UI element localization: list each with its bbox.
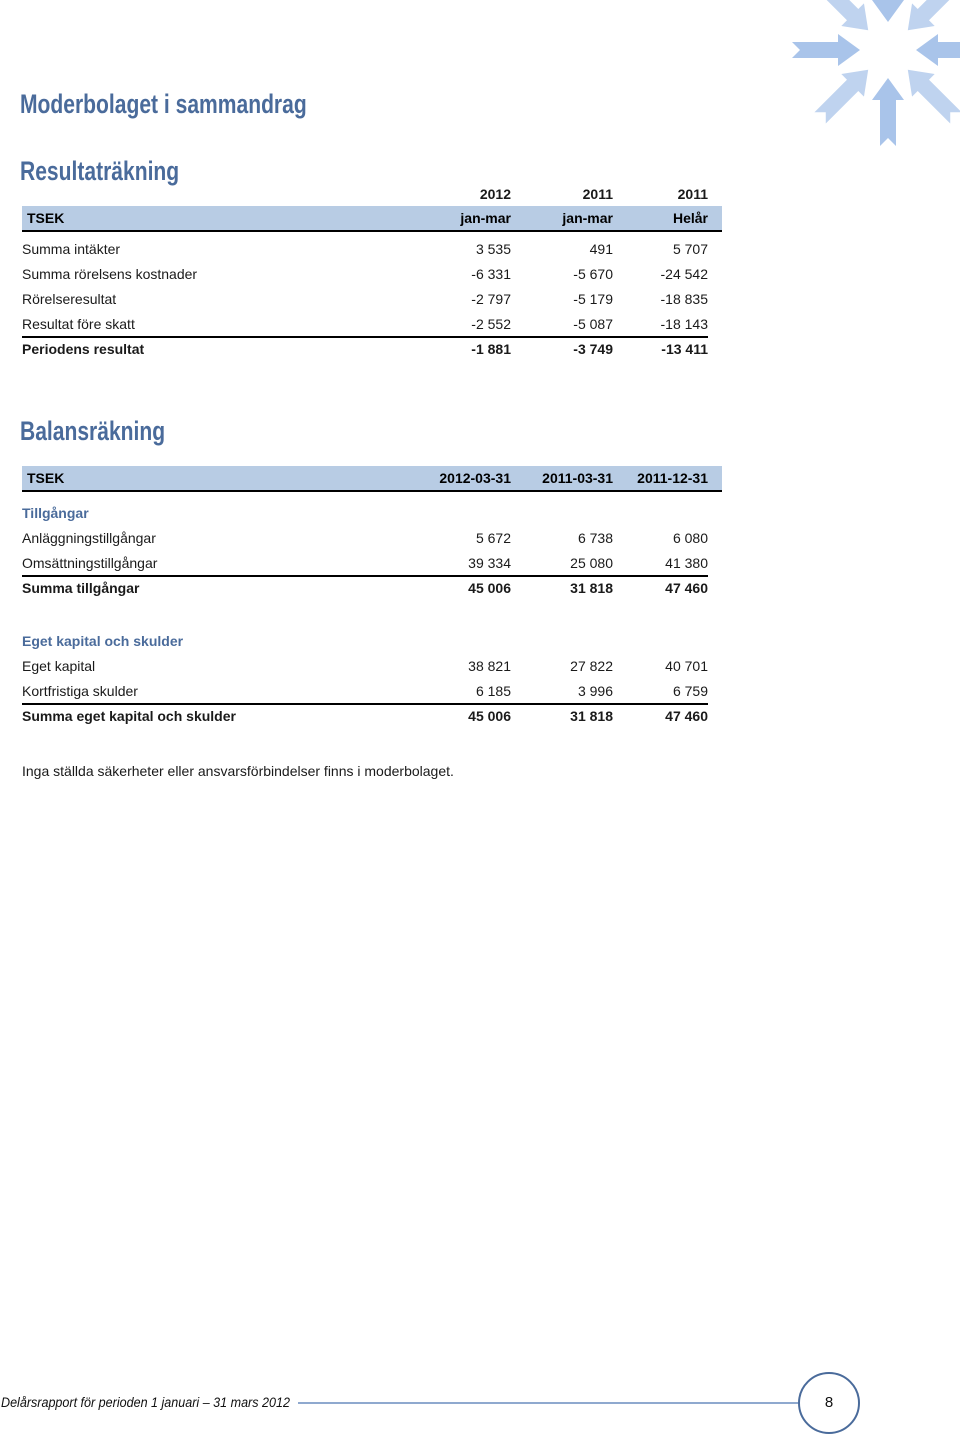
row-value: 27 822 [570, 658, 613, 674]
income-period: jan-mar [460, 210, 511, 226]
balance-header-bar [22, 466, 722, 492]
balance-date: 2011-03-31 [542, 470, 613, 486]
row-label: Resultat före skatt [22, 316, 135, 332]
total-row [22, 337, 722, 362]
total-value: 31 818 [570, 708, 613, 724]
total-row [22, 576, 722, 601]
total-value: 45 006 [468, 708, 511, 724]
row-value: -5 087 [573, 316, 613, 332]
balance-date: 2011-12-31 [637, 470, 708, 486]
section-heading-row [22, 501, 722, 526]
section-heading-row [22, 629, 722, 654]
row-value: -18 835 [660, 291, 708, 307]
row-label: Rörelseresultat [22, 291, 117, 307]
income-year: 2011 [677, 186, 708, 202]
total-label: Periodens resultat [22, 341, 145, 357]
logo-arm [896, 0, 960, 42]
row-value: 3 535 [475, 241, 511, 257]
total-value: 45 006 [468, 580, 511, 596]
total-value: -3 749 [573, 341, 613, 357]
row-value: -6 331 [471, 266, 511, 282]
logo-graphic [790, 0, 960, 170]
total-label: Summa tillgångar [22, 580, 140, 596]
row-value: 6 185 [475, 683, 511, 699]
row-value: 6 759 [672, 683, 708, 699]
row-value: -18 143 [660, 316, 708, 332]
row-value: 5 672 [475, 530, 511, 546]
page-title: Moderbolaget i sammandrag [20, 89, 307, 119]
table-row [22, 551, 722, 576]
footer-divider [298, 1402, 798, 1404]
table-row [22, 679, 722, 704]
row-value: 39 334 [468, 555, 511, 571]
balance-date: 2012-03-31 [439, 470, 511, 486]
row-value: -2 797 [471, 291, 511, 307]
table-row [22, 526, 722, 551]
total-row [22, 704, 722, 729]
row-label: Eget kapital [22, 658, 96, 674]
row-value: 6 738 [577, 530, 613, 546]
section-heading-equity-liabilities: Eget kapital och skulder [22, 633, 184, 649]
row-value: -2 552 [471, 316, 511, 332]
row-label: Summa rörelsens kostnader [22, 266, 198, 282]
income-year: 2012 [479, 186, 511, 202]
row-value: 38 821 [468, 658, 511, 674]
table-row [22, 312, 722, 337]
row-value: -5 179 [573, 291, 613, 307]
balance-sheet-heading: Balansräkning [20, 416, 166, 446]
income-unit-label: TSEK [27, 210, 65, 226]
income-year-row [22, 182, 722, 207]
table-row [22, 262, 722, 287]
total-value: 31 818 [570, 580, 613, 596]
logo-arm [872, 0, 904, 22]
row-value: 40 701 [665, 658, 708, 674]
row-value: -24 542 [660, 266, 708, 282]
logo-arm [809, 58, 880, 129]
page-number: 8 [824, 1394, 834, 1411]
row-label: Omsättningstillgångar [22, 555, 158, 571]
income-statement-heading: Resultaträkning [20, 156, 180, 186]
income-period: Helår [672, 210, 708, 226]
row-value: 3 996 [577, 683, 613, 699]
logo-arm [872, 78, 904, 146]
pledged-assets-note: Inga ställda säkerheter eller ansvarsförbindelser finns i moderbolaget. [22, 763, 454, 779]
total-value: 47 460 [665, 580, 708, 596]
income-year: 2011 [582, 186, 613, 202]
balance-unit-label: TSEK [27, 470, 65, 486]
row-value: -5 670 [573, 266, 613, 282]
logo-arm [916, 34, 960, 66]
section-heading-assets: Tillgångar [22, 505, 89, 521]
income-period: jan-mar [562, 210, 613, 226]
row-value: 6 080 [672, 530, 708, 546]
logo-arm [896, 58, 960, 129]
total-label: Summa eget kapital och skulder [22, 708, 236, 724]
table-row [22, 237, 722, 262]
table-row [22, 654, 722, 679]
row-value: 25 080 [570, 555, 613, 571]
row-value: 5 707 [672, 241, 708, 257]
logo-arms [792, 0, 960, 146]
page-number-badge [798, 1372, 860, 1434]
logo-arm [792, 34, 860, 66]
total-value: -1 881 [471, 341, 511, 357]
total-value: -13 411 [661, 341, 708, 357]
logo-arm [809, 0, 880, 42]
row-value: 41 380 [665, 555, 708, 571]
row-label: Summa intäkter [22, 241, 121, 257]
table-row [22, 287, 722, 312]
row-label: Anläggningstillgångar [22, 530, 156, 546]
row-value: 491 [589, 241, 613, 257]
row-label: Kortfristiga skulder [22, 683, 138, 699]
total-value: 47 460 [665, 708, 708, 724]
footer-report-title: Delårsrapport för perioden 1 januari – 31 mars 2012 [1, 1395, 290, 1410]
income-header-bar [22, 206, 722, 232]
